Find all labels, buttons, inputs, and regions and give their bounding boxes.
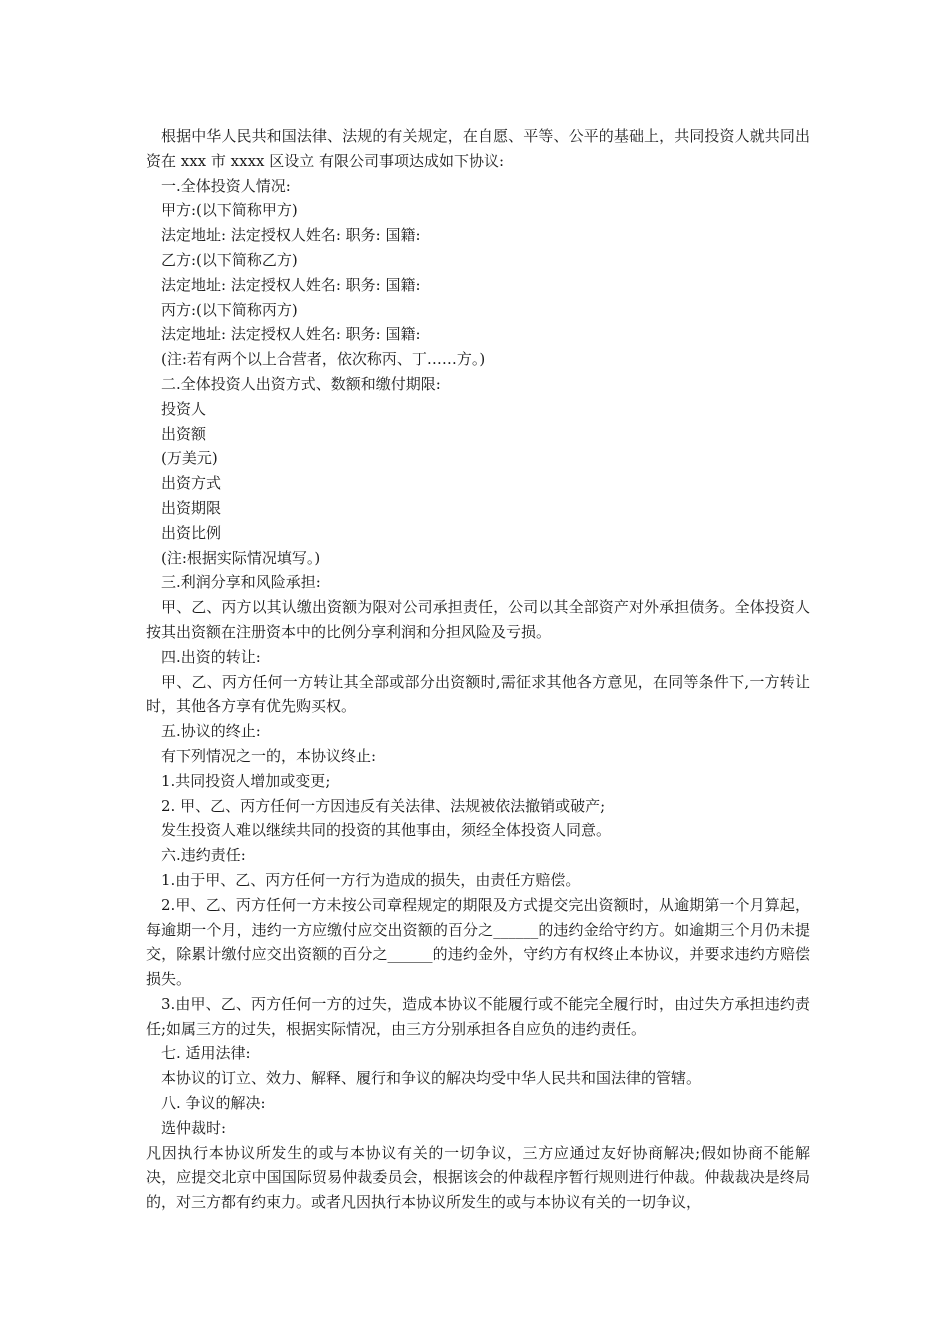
section-5-item-3: 发生投资人难以继续共同的投资的其他事由，须经全体投资人同意。 [161,821,612,840]
contribution-item: 出资比例 [161,523,222,542]
section-8-body: 凡因执行本协议所发生的或与本协议有关的一切争议，三方应通过友好协商解决;假如协商不能解决，应提交北京中国国际贸易仲裁委员会，根据该会的仲裁程序暂行规则进行仲裁。仲裁裁决是终局的，对三方都有约束力。或者凡因执行本协议所发生的或与本协议有关的一切争议， [146,1143,810,1212]
contribution-item: 出资额 [161,424,207,443]
section-4-heading: 四.出资的转让: [161,647,261,666]
section-5-item-2: 2. 甲、乙、丙方任何一方因违反有关法律、法规被依法撤销或破产; [161,796,606,815]
section-7-body: 本协议的订立、效力、解释、履行和争议的解决均受中华人民共和国法律的管辖。 [161,1069,702,1088]
section-4-body: 甲、乙、丙方任何一方转让其全部或部分出资额时,需征求其他各方意见，在同等条件下,一方转让时，其他各方享有优先购买权。 [146,672,810,716]
section-8-heading: 八. 争议的解决: [161,1094,266,1113]
section-1-note: (注:若有两个以上合营者，依次称丙、丁……方。) [161,350,486,369]
contribution-item: 出资方式 [161,474,222,493]
contribution-item: 投资人 [161,399,207,418]
section-2-heading: 二.全体投资人出资方式、数额和缴付期限: [161,374,441,393]
section-5-heading: 五.协议的终止: [161,722,261,741]
section-3-heading: 三.利润分享和风险承担: [161,573,321,592]
section-6-heading: 六.违约责任: [161,846,246,865]
section-6-item-1: 1.由于甲、乙、丙方任何一方行为造成的损失，由责任方赔偿。 [161,870,581,889]
contribution-item: 出资期限 [161,498,222,517]
party-b-line: 乙方:(以下简称乙方) [161,250,298,269]
section-1-heading: 一.全体投资人情况: [161,176,291,195]
section-8-lead: 选仲裁时: [161,1118,227,1137]
agreement-document [146,124,810,1215]
party-a-line: 甲方:(以下简称甲方) [161,201,298,220]
party-a-detail: 法定地址: 法定授权人姓名: 职务: 国籍: [161,226,421,245]
party-c-line: 丙方:(以下简称丙方) [161,300,298,319]
party-c-detail: 法定地址: 法定授权人姓名: 职务: 国籍: [161,325,421,344]
section-5-lead: 有下列情况之一的，本协议终止: [161,746,377,765]
intro-paragraph: 根据中华人民共和国法律、法规的有关规定，在自愿、平等、公平的基础上，共同投资人就共同出资在 xxx 市 xxxx 区设立 有限公司事项达成如下协议: [146,127,810,170]
section-3-body: 甲、乙、丙方以其认缴出资额为限对公司承担责任，公司以其全部资产对外承担债务。全体投资人按其出资额在注册资本中的比例分享利润和分担风险及亏损。 [146,598,810,641]
section-2-note: (注:根据实际情况填写。) [161,548,321,567]
section-5-item-1: 1.共同投资人增加或变更; [161,771,331,790]
section-6-item-2: 2.甲、乙、丙方任何一方未按公司章程规定的期限及方式提交完出资额时，从逾期第一个月算起，每逾期一个月，违约一方应缴付应交出资额的百分之______的违约金给守约方。如逾期三个月仍未提交，除累计缴付应交出资额的百分之______的违约金外，守约方有权终止本协议，并要求违约方赔偿损失。 [146,895,810,989]
section-7-heading: 七. 适用法律: [161,1044,251,1063]
section-6-item-3: 3.由甲、乙、丙方任何一方的过失，造成本协议不能履行或不能完全履行时，由过失方承担违约责任;如属三方的过失，根据实际情况，由三方分别承担各自应负的违约责任。 [146,994,810,1038]
party-b-detail: 法定地址: 法定授权人姓名: 职务: 国籍: [161,275,421,294]
contribution-item: (万美元) [161,449,218,468]
